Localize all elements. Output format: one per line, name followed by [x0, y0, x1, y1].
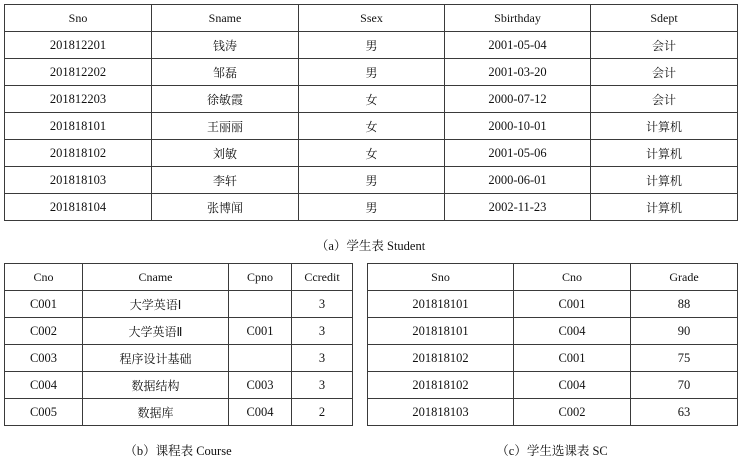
column-header-sdept: Sdept	[591, 5, 738, 32]
cell-sno: 201818102	[368, 345, 514, 372]
cell-cpno	[229, 345, 292, 372]
cell-sno: 201812201	[5, 32, 152, 59]
cell-cno: C004	[5, 372, 83, 399]
cell-sname: 刘敏	[152, 140, 299, 167]
table-header-row	[368, 264, 738, 291]
cell-sbirthday: 2000-07-12	[445, 86, 591, 113]
cell-cno: C001	[514, 345, 631, 372]
student-table	[4, 4, 738, 221]
cell-cname: 程序设计基础	[83, 345, 229, 372]
cell-cno: C004	[514, 372, 631, 399]
cell-cno: C002	[514, 399, 631, 426]
cell-sdept: 计算机	[591, 113, 738, 140]
cell-sdept: 会计	[591, 59, 738, 86]
table-row	[5, 345, 353, 372]
cell-sbirthday: 2001-03-20	[445, 59, 591, 86]
table-row	[368, 399, 738, 426]
table-row	[5, 59, 738, 86]
cell-ssex: 女	[299, 140, 445, 167]
cell-cpno: C001	[229, 318, 292, 345]
column-header-cno: Cno	[5, 264, 83, 291]
table-row	[5, 32, 738, 59]
sc-table	[367, 263, 738, 426]
cell-sno: 201818101	[368, 318, 514, 345]
table-row	[5, 194, 738, 221]
cell-sno: 201812203	[5, 86, 152, 113]
cell-grade: 90	[631, 318, 738, 345]
cell-cno: C001	[5, 291, 83, 318]
cell-cno: C001	[514, 291, 631, 318]
cell-sname: 徐敏霞	[152, 86, 299, 113]
cell-ccredit: 2	[292, 399, 353, 426]
cell-cname: 数据结构	[83, 372, 229, 399]
cell-ssex: 男	[299, 167, 445, 194]
cell-ssex: 女	[299, 86, 445, 113]
column-header-cname: Cname	[83, 264, 229, 291]
table-row	[368, 345, 738, 372]
table-row	[368, 291, 738, 318]
cell-sdept: 会计	[591, 32, 738, 59]
table-row	[5, 318, 353, 345]
table-row	[5, 399, 353, 426]
table-row	[5, 372, 353, 399]
cell-sname: 张博闻	[152, 194, 299, 221]
cell-sbirthday: 2000-10-01	[445, 113, 591, 140]
column-header-cno: Cno	[514, 264, 631, 291]
cell-cpno	[229, 291, 292, 318]
cell-sno: 201818103	[5, 167, 152, 194]
cell-sname: 邹磊	[152, 59, 299, 86]
table-header-row	[5, 264, 353, 291]
cell-cno: C005	[5, 399, 83, 426]
cell-ccredit: 3	[292, 291, 353, 318]
column-header-grade: Grade	[631, 264, 738, 291]
cell-ssex: 女	[299, 113, 445, 140]
cell-sno: 201818101	[5, 113, 152, 140]
cell-cno: C003	[5, 345, 83, 372]
cell-ssex: 男	[299, 32, 445, 59]
column-header-sname: Sname	[152, 5, 299, 32]
table-header-row	[5, 5, 738, 32]
cell-cpno: C004	[229, 399, 292, 426]
cell-sno: 201818101	[368, 291, 514, 318]
cell-sno: 201812202	[5, 59, 152, 86]
cell-sbirthday: 2001-05-06	[445, 140, 591, 167]
course-table-caption: （b）课程表 Course	[124, 444, 232, 458]
column-header-sno: Sno	[5, 5, 152, 32]
cell-ccredit: 3	[292, 345, 353, 372]
table-row	[5, 86, 738, 113]
sc-table-caption: （c）学生选课表 SC	[496, 444, 608, 458]
column-header-sbirthday: Sbirthday	[445, 5, 591, 32]
column-header-ssex: Ssex	[299, 5, 445, 32]
cell-grade: 75	[631, 345, 738, 372]
table-row	[5, 140, 738, 167]
cell-sno: 201818103	[368, 399, 514, 426]
cell-sbirthday: 2002-11-23	[445, 194, 591, 221]
course-table	[4, 263, 353, 426]
cell-sno: 201818104	[5, 194, 152, 221]
cell-cno: C004	[514, 318, 631, 345]
student-table-caption: （a）学生表 Student	[315, 239, 426, 253]
table-row	[5, 291, 353, 318]
column-header-ccredit: Ccredit	[292, 264, 353, 291]
cell-ssex: 男	[299, 59, 445, 86]
table-row	[5, 167, 738, 194]
cell-ccredit: 3	[292, 372, 353, 399]
cell-ssex: 男	[299, 194, 445, 221]
cell-sno: 201818102	[368, 372, 514, 399]
cell-ccredit: 3	[292, 318, 353, 345]
cell-sname: 李轩	[152, 167, 299, 194]
cell-grade: 70	[631, 372, 738, 399]
cell-sname: 钱涛	[152, 32, 299, 59]
cell-sdept: 计算机	[591, 140, 738, 167]
cell-sname: 王丽丽	[152, 113, 299, 140]
cell-sbirthday: 2001-05-04	[445, 32, 591, 59]
cell-sno: 201818102	[5, 140, 152, 167]
cell-sdept: 计算机	[591, 194, 738, 221]
cell-cname: 数据库	[83, 399, 229, 426]
cell-sdept: 计算机	[591, 167, 738, 194]
cell-cname: 大学英语Ⅰ	[83, 291, 229, 318]
column-header-cpno: Cpno	[229, 264, 292, 291]
cell-sbirthday: 2000-06-01	[445, 167, 591, 194]
cell-sdept: 会计	[591, 86, 738, 113]
table-row	[5, 113, 738, 140]
cell-cno: C002	[5, 318, 83, 345]
column-header-sno: Sno	[368, 264, 514, 291]
table-row	[368, 318, 738, 345]
table-row	[368, 372, 738, 399]
cell-grade: 88	[631, 291, 738, 318]
cell-cpno: C003	[229, 372, 292, 399]
cell-grade: 63	[631, 399, 738, 426]
cell-cname: 大学英语Ⅱ	[83, 318, 229, 345]
